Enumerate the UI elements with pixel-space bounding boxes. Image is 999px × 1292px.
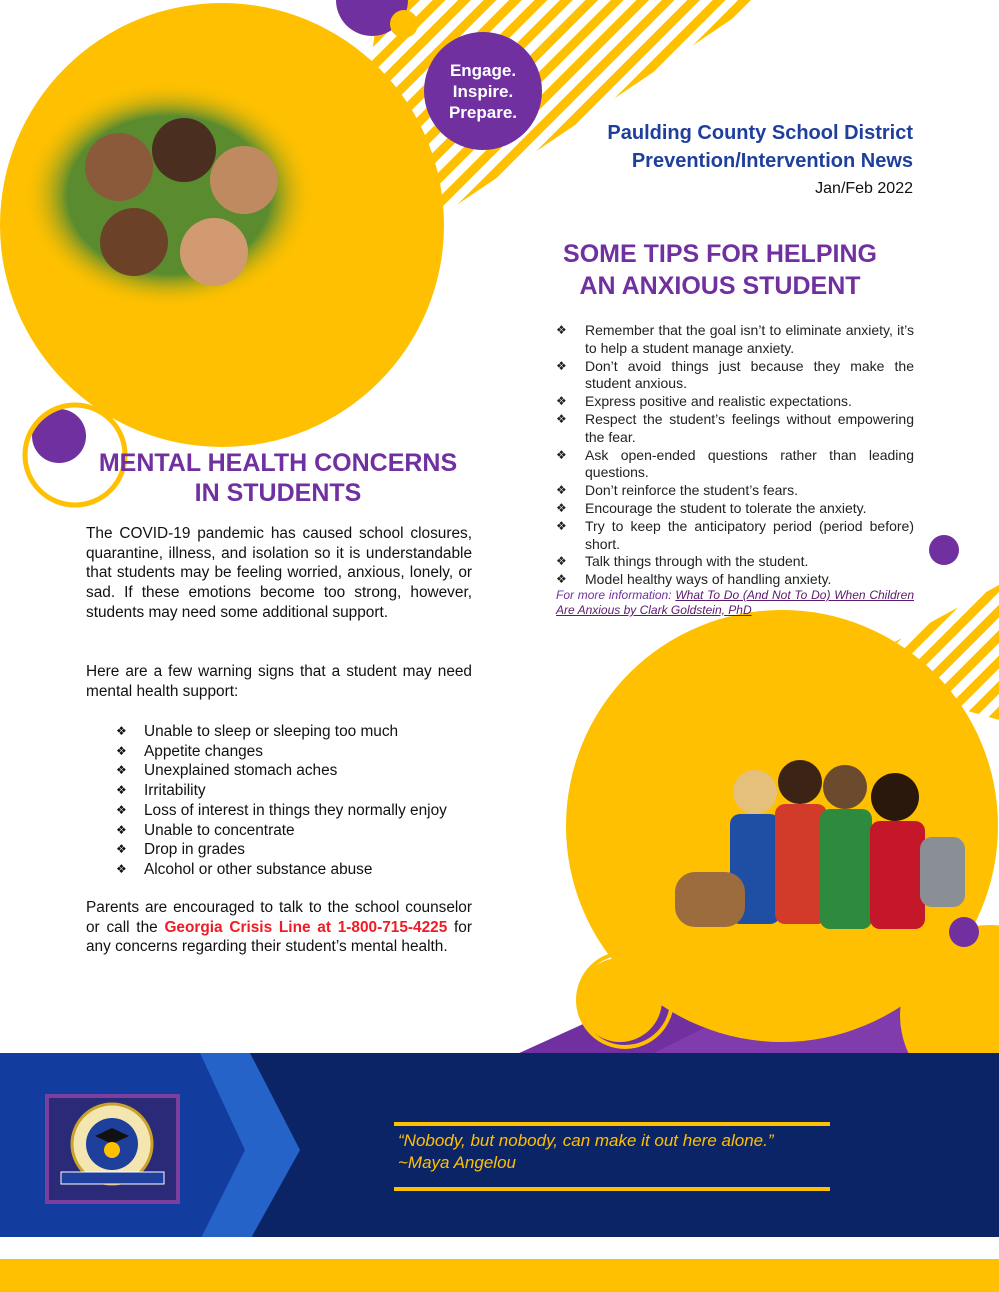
warning-sign: ❖ Irritability — [116, 782, 206, 800]
quote — [398, 1130, 828, 1174]
quote-rule-bottom — [394, 1187, 830, 1191]
closing-before: Parents are encouraged to talk to the school counselor or call the — [86, 899, 472, 936]
district-logo — [45, 1094, 180, 1204]
yellow-dot-top — [390, 10, 418, 38]
diamond-bullet-icon: ❖ — [556, 323, 567, 337]
students-circle-photo — [24, 82, 314, 308]
tip-item: ❖ Don’t reinforce the student’s fears. — [556, 482, 798, 499]
warning-sign: ❖ Drop in grades — [116, 841, 245, 859]
tip-item: ❖ Try to keep the anticipatory period (period before) short. — [556, 517, 914, 552]
diamond-bullet-icon: ❖ — [556, 411, 567, 426]
tips-heading — [530, 238, 910, 302]
quote-text: “Nobody, but nobody, can make it out here alone.” — [398, 1131, 774, 1150]
mental-health-heading — [78, 448, 478, 508]
tips-heading-line-2: AN ANXIOUS STUDENT — [579, 272, 861, 300]
diamond-bullet-icon: ❖ — [116, 724, 127, 738]
tip-item: ❖ Encourage the student to tolerate the anxiety. — [556, 499, 867, 516]
warning-sign: ❖ Unable to sleep or sleeping too much — [116, 723, 399, 740]
issue-date: Jan/Feb 2022 — [815, 180, 913, 197]
warning-sign: ❖ Alcohol or other substance abuse — [116, 860, 373, 878]
warning-sign: ❖ Unexplained stomach aches — [116, 762, 338, 780]
tip-item: ❖ Model healthy ways of handling anxiety. — [556, 571, 832, 588]
logo-seal-icon — [49, 1098, 176, 1200]
more-info-label: For more information: — [556, 588, 672, 602]
tips-list — [556, 322, 914, 589]
more-info — [556, 588, 914, 618]
closing-after: for any concerns regarding their student’s mental health. — [86, 918, 472, 956]
tip-item: ❖ Ask open-ended questions rather than leading questions. — [556, 446, 914, 481]
footer-yellow-strip — [0, 1259, 999, 1292]
tip-item: ❖ Talk things through with the student. — [556, 553, 809, 570]
warning-signs-list — [116, 722, 486, 880]
district-name: Paulding County School District — [607, 122, 913, 144]
district-heading — [607, 119, 913, 175]
diamond-bullet-icon: ❖ — [556, 500, 567, 515]
mental-heading-line-2: IN STUDENTS — [194, 479, 362, 507]
diamond-bullet-icon: ❖ — [556, 447, 567, 462]
engage-badge — [424, 30, 542, 152]
tip-item: ❖ Don’t avoid things just because they make the student anxious. — [556, 357, 914, 392]
newsletter-title: Prevention/Intervention News — [631, 150, 913, 172]
tip-item: ❖ Express positive and realistic expectations. — [556, 393, 852, 410]
diamond-bullet-icon: ❖ — [556, 483, 567, 498]
diamond-bullet-icon: ❖ — [556, 518, 567, 533]
diamond-bullet-icon: ❖ — [116, 783, 127, 798]
covid-paragraph: The COVID-19 pandemic has caused school closures, quarantine, illness, and isolation so it is understandable that students may be feeling worried, anxious, lonely, or sad. If these emotions become too strong, however, students may need some additional support. — [86, 525, 472, 621]
crisis-line: Georgia Crisis Line at 1-800-715-4225 — [164, 918, 448, 936]
more-info-link[interactable]: What To Do (And Not To Do) When Children Are Anxious by Clark Goldstein, PhD — [556, 588, 915, 617]
diamond-bullet-icon: ❖ — [556, 394, 567, 409]
tips-heading-line-1: SOME TIPS FOR HELPING — [563, 240, 877, 268]
teens-group-photo — [670, 752, 970, 942]
diamond-bullet-icon: ❖ — [116, 822, 127, 837]
warning-sign: ❖ Appetite changes — [116, 742, 263, 760]
diamond-bullet-icon: ❖ — [116, 763, 127, 778]
warning-sign: ❖ Unable to concentrate — [116, 821, 295, 839]
diamond-bullet-icon: ❖ — [556, 554, 567, 569]
mental-heading-line-1: MENTAL HEALTH CONCERNS — [98, 449, 458, 477]
tip-item: ❖ Remember that the goal isn’t to eliminate anxiety, it’s to help a student manage anxiety. — [556, 322, 914, 356]
warning-sign: ❖ Loss of interest in things they normally enjoy — [116, 801, 447, 819]
closing-paragraph — [86, 898, 472, 957]
tip-item: ❖ Respect the student’s feelings without empowering the fear. — [556, 410, 914, 445]
diamond-bullet-icon: ❖ — [556, 572, 567, 587]
badge-line-3: Prepare. — [448, 102, 518, 122]
badge-line-2: Inspire. — [452, 81, 514, 101]
quote-rule-top — [394, 1122, 830, 1126]
diamond-bullet-icon: ❖ — [556, 358, 567, 373]
badge-line-1: Engage. — [449, 60, 517, 80]
diamond-bullet-icon: ❖ — [116, 802, 127, 817]
diamond-bullet-icon: ❖ — [116, 861, 127, 876]
quote-author: ~Maya Angelou — [398, 1153, 516, 1172]
diamond-bullet-icon: ❖ — [116, 743, 127, 758]
diamond-bullet-icon: ❖ — [116, 842, 127, 857]
warning-intro: Here are a few warning signs that a student may need mental health support: — [86, 663, 472, 700]
